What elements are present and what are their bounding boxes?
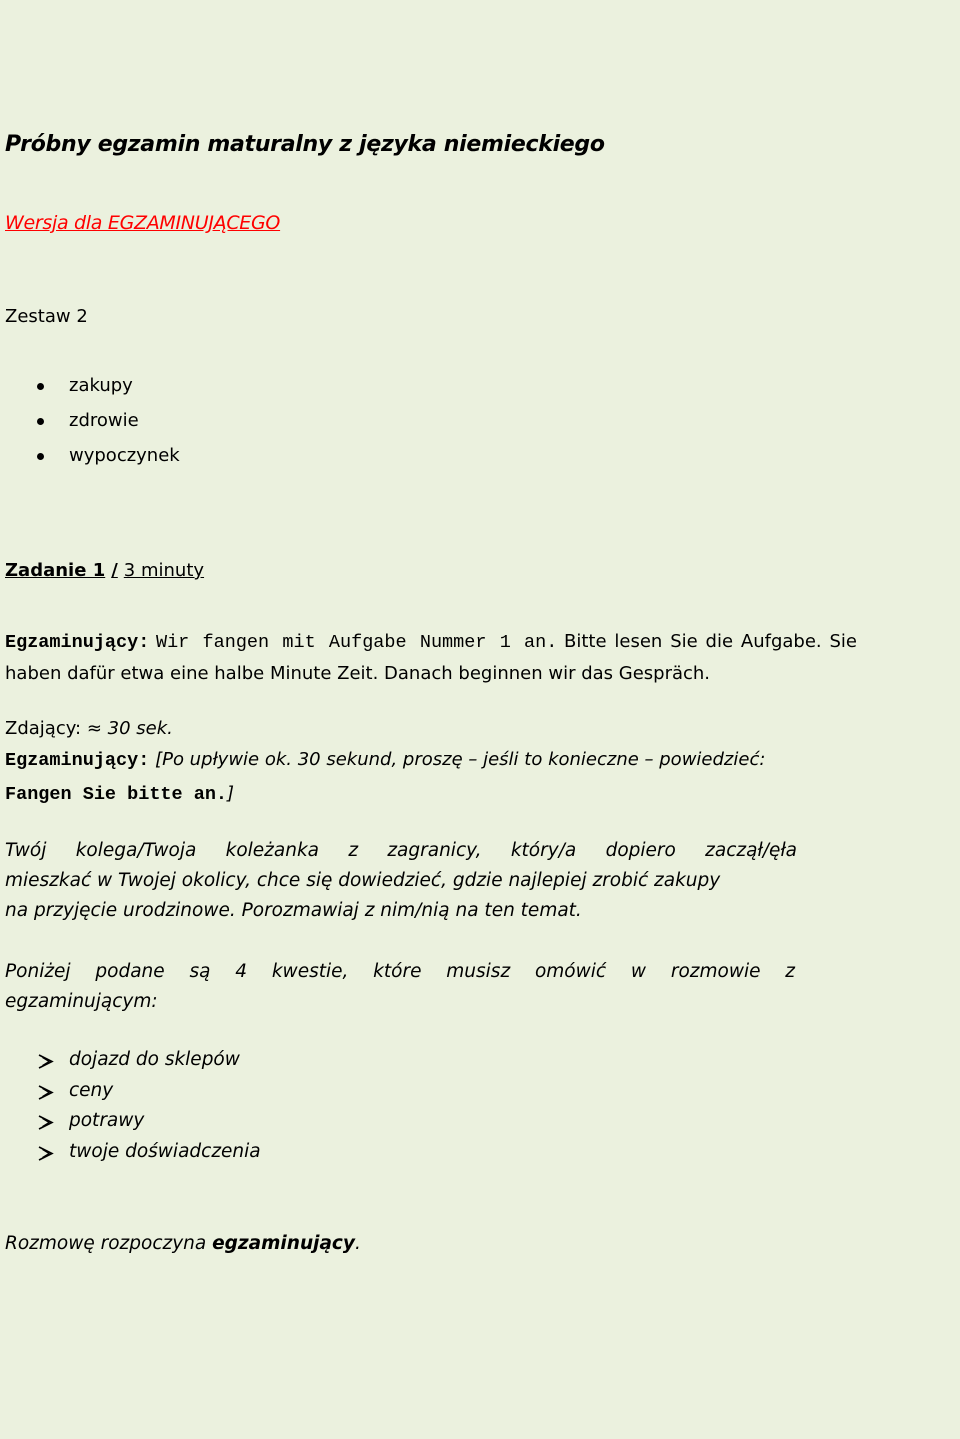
- task-slash: /: [111, 560, 118, 581]
- version-subtitle: Wersja dla EGZAMINUJĄCEGO: [5, 212, 281, 234]
- topic-label: wypoczynek: [69, 445, 180, 466]
- points-intro: [5, 957, 795, 1017]
- candidate-label: Zdający:: [5, 718, 82, 739]
- points-intro-line: egzaminującym:: [5, 991, 158, 1012]
- topic-label: zdrowie: [69, 410, 139, 431]
- task-number: Zadanie 1: [5, 560, 106, 581]
- arrow-bullet-icon: [37, 1114, 54, 1131]
- arrow-bullet-icon: [37, 1145, 54, 1162]
- examiner-label: Egzaminujący:: [5, 632, 150, 653]
- point-label: dojazd do sklepów: [69, 1049, 240, 1070]
- point-label: twoje doświadczenia: [69, 1140, 261, 1162]
- candidate-line: [5, 718, 173, 739]
- bullet-icon: [37, 453, 44, 460]
- instruction-text: [Po upływie ok. 30 sekund, proszę – jeśli to konieczne – powiedzieć:: [155, 749, 766, 770]
- fangen-line: [5, 783, 234, 805]
- task-description-line: mieszkać w Twojej okolicy, chce się dowiedzieć, gdzie najlepiej zrobić zakupy: [5, 870, 721, 891]
- fangen-text: Fangen Sie bitte an.: [5, 784, 228, 805]
- close-bracket: ]: [227, 783, 235, 804]
- closing-prefix: Rozmowę rozpoczyna: [5, 1233, 207, 1254]
- examiner-label: Egzaminujący:: [5, 750, 150, 771]
- points-intro-line: Poniżej podane są 4 kwestie, które musisz omówić w rozmowie z: [5, 961, 795, 982]
- task-description-line: Twój kolega/Twoja koleżanka z zagranicy, który/a dopiero zaczął/ęła: [5, 840, 797, 861]
- examiner-intro: [5, 626, 857, 689]
- closing-line: [5, 1233, 361, 1254]
- bullet-icon: [37, 418, 44, 425]
- set-label: Zestaw 2: [5, 306, 88, 327]
- bullet-icon: [37, 383, 44, 390]
- task-time: 3 minuty: [123, 560, 205, 581]
- examiner-text-2: Bitte lesen Sie die Aufgabe. Sie haben dafür etwa eine halbe Minute Zeit. Danach beginnen wir das Gespräch.: [5, 631, 858, 684]
- examiner-text-1: Wir fangen mit Aufgabe Nummer 1 an.: [155, 632, 558, 653]
- task-description-line: na przyjęcie urodzinowe. Porozmawiaj z nim/nią na ten temat.: [5, 900, 582, 921]
- closing-suffix: .: [354, 1233, 361, 1254]
- arrow-bullet-icon: [37, 1084, 54, 1101]
- document-title: Próbny egzamin maturalny z języka niemieckiego: [5, 132, 605, 157]
- candidate-time: ≈ 30 sek.: [86, 718, 173, 739]
- topic-label: zakupy: [69, 375, 133, 396]
- point-label: potrawy: [69, 1110, 145, 1131]
- point-label: ceny: [69, 1079, 114, 1101]
- task-description: [5, 836, 797, 926]
- arrow-bullet-icon: [37, 1053, 54, 1070]
- instruction-line: [5, 749, 765, 771]
- task-heading: [5, 560, 204, 581]
- closing-bold: egzaminujący: [212, 1233, 355, 1254]
